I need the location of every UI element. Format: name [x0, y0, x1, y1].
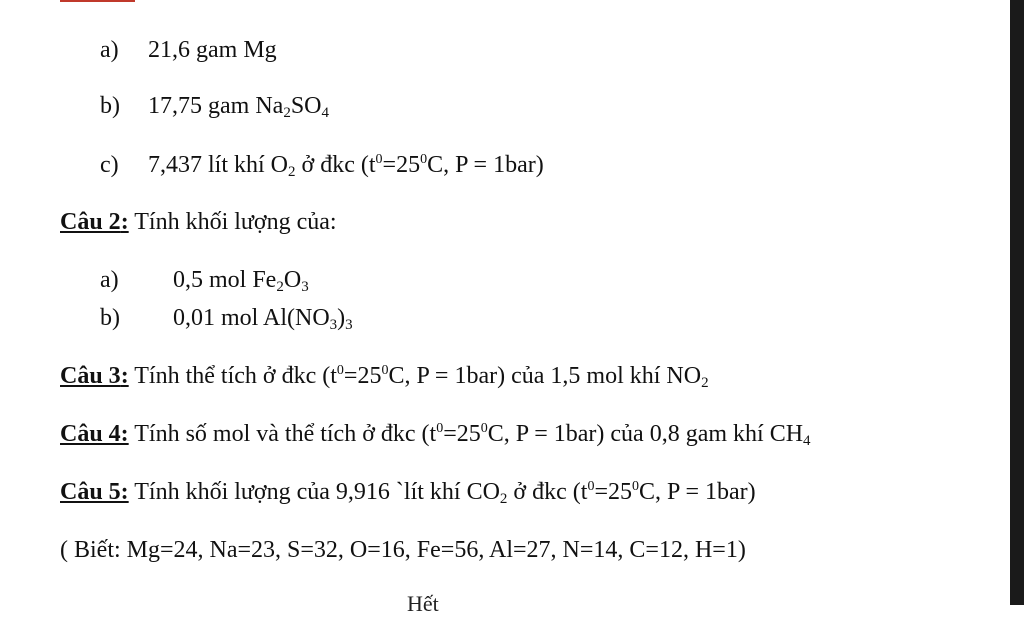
subscript: 2 — [499, 491, 508, 507]
superscript: 0 — [587, 479, 595, 494]
question-text: ở đkc (t — [507, 479, 588, 505]
item-text: 7,437 lít khí O — [148, 152, 289, 178]
item-label: b) — [100, 93, 120, 119]
question-3 — [60, 362, 709, 390]
subscript: 2 — [701, 375, 709, 391]
question-label: Câu 5: — [60, 479, 129, 505]
item-text: 0,5 mol Fe — [173, 267, 277, 293]
item-label: b) — [100, 305, 120, 331]
question-label — [60, 363, 129, 389]
superscript: 0 — [336, 363, 344, 378]
question-text: Tính số mol và thể tích ở đkc (t — [128, 421, 437, 447]
item-label: a) — [100, 37, 119, 63]
item-text: =25 — [382, 152, 421, 178]
subscript: 2 — [283, 105, 291, 121]
question-text: Tính khối lượng của: — [128, 209, 337, 235]
item-text-mid: ) — [337, 305, 346, 331]
screen-edge — [1010, 0, 1024, 605]
end-marker: Hết — [407, 591, 439, 616]
question-2 — [60, 208, 337, 236]
question-text: Tính thể tích ở đkc (t — [128, 363, 337, 389]
superscript: 0 — [480, 421, 488, 436]
question-label-colon: : — [120, 209, 129, 235]
question-text: Tính khối lượng của 9,916 `lít khí CO — [128, 479, 500, 505]
item-label: c) — [100, 152, 119, 178]
question-text: C, P = 1bar) — [638, 479, 756, 505]
q2-item-b — [100, 304, 353, 332]
subscript: 3 — [301, 279, 309, 295]
item-label: a) — [100, 267, 119, 293]
item-text: 0,01 mol Al(NO — [173, 305, 330, 331]
item-text-mid: SO — [290, 93, 322, 119]
superscript: 0 — [436, 421, 444, 436]
top-divider — [60, 0, 135, 2]
q2-item-a — [100, 266, 309, 294]
question-label-text: Câu 3 — [60, 363, 121, 389]
question-5 — [60, 478, 756, 506]
question-label-colon: : — [120, 363, 129, 389]
question-text: =25 — [594, 479, 632, 505]
item-text: ở đkc (t — [295, 152, 376, 178]
question-label — [60, 209, 129, 235]
atomic-mass-note: ( Biết: Mg=24, Na=23, S=32, O=16, Fe=56, Al=27, N=14, C=12, H=1) — [60, 537, 746, 563]
subscript: 4 — [321, 105, 329, 121]
question-label-text: Câu 2 — [60, 209, 121, 235]
q1-item-b — [100, 92, 329, 120]
question-text: C, P = 1bar) của 1,5 mol khí NO — [388, 363, 702, 389]
subscript: 2 — [276, 279, 284, 295]
subscript: 4 — [803, 433, 811, 449]
item-text: C, P = 1bar) — [427, 152, 544, 178]
item-text: 17,75 gam Na — [148, 93, 284, 119]
q1-item-c — [100, 151, 544, 179]
subscript: 3 — [345, 317, 353, 333]
question-text: =25 — [343, 363, 382, 389]
question-label: Câu 4: — [60, 421, 129, 447]
superscript: 0 — [631, 479, 639, 494]
item-text: 21,6 gam Mg — [148, 37, 277, 63]
subscript: 2 — [288, 164, 296, 180]
superscript: 0 — [375, 152, 383, 167]
subscript: 3 — [329, 317, 338, 333]
superscript: 0 — [381, 363, 389, 378]
question-4 — [60, 420, 811, 448]
superscript: 0 — [420, 152, 428, 167]
question-text: C, P = 1bar) của 0,8 gam khí CH — [487, 421, 804, 447]
q1-item-a — [100, 36, 277, 64]
item-text-mid: O — [283, 267, 302, 293]
question-text: =25 — [443, 421, 481, 447]
